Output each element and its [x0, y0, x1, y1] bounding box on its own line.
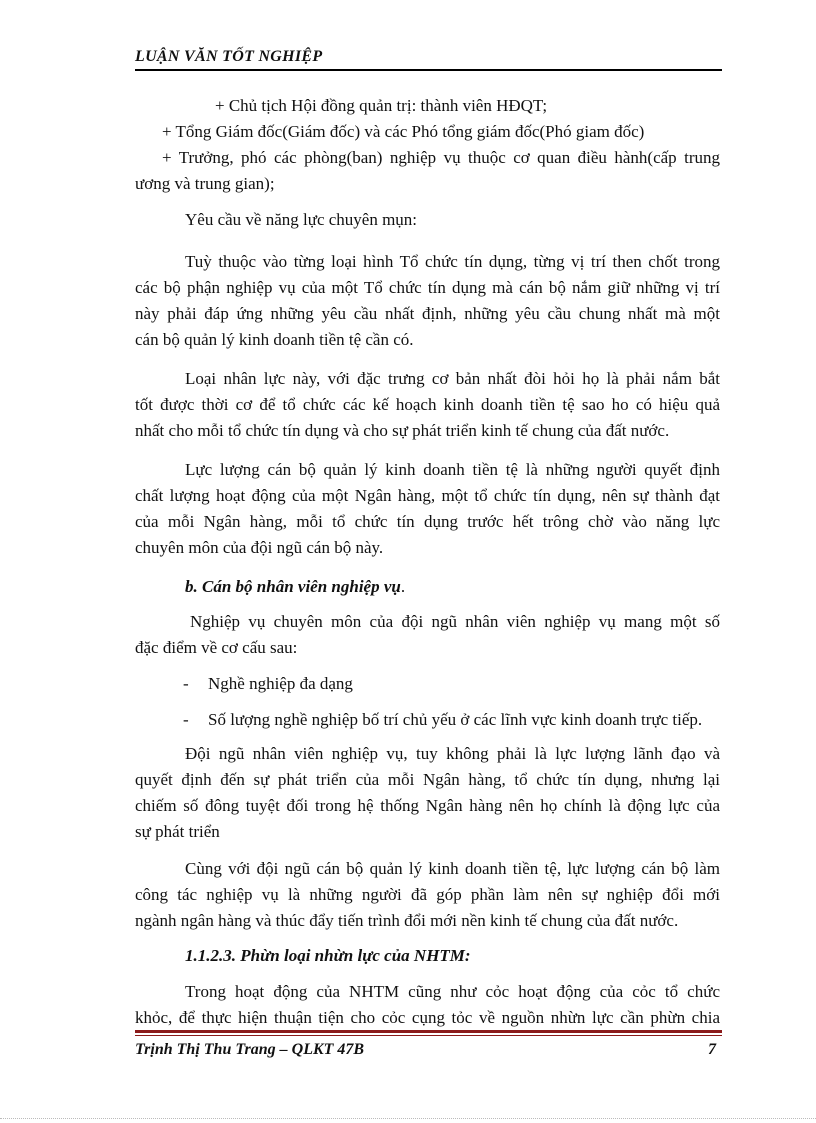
running-header: LUẬN VĂN TỐT NGHIỆP [135, 48, 323, 65]
paragraph-line: ngành ngân hàng và thúc đẩy tiến trình đổi mới nền kinh tế chung của đất nước. [135, 911, 679, 930]
paragraph-line: của mỗi Ngân hàng, mỗi tổ chức tín dụng trước hết trông chờ vào năng lực [135, 512, 720, 531]
list-item: + Tổng Giám đốc(Giám đốc) và các Phó tổng giám đốc(Phó giam đốc) [162, 122, 645, 141]
subheading: Yêu cầu về năng lực chuyên mụn: [185, 210, 418, 229]
header-rule [135, 69, 722, 71]
bullet-item: Nghề nghiệp đa dạng [208, 674, 353, 693]
paragraph-line: các bộ phận nghiệp vụ của một Tổ chức tín dụng mà cán bộ nắm giữ những vị trí [135, 278, 720, 297]
paragraph-line: sự phát triển [135, 822, 220, 841]
bullet-dash: - [183, 710, 189, 729]
paragraph-line: cán bộ quản lý kinh doanh tiền tệ cần có. [135, 330, 414, 349]
paragraph-line: này phải đáp ứng những yêu cầu nhất định, những yêu cầu chung nhất mà một [135, 304, 720, 323]
paragraph-line: Loại nhân lực này, với đặc trưng cơ bản nhất đòi hỏi họ là phải nắm bắt [185, 369, 720, 388]
paragraph-line: Tuỳ thuộc vào từng loại hình Tổ chức tín dụng, từng vị trí then chốt trong [185, 252, 720, 271]
footer-rule-thin [135, 1035, 722, 1036]
text-line: ương và trung gian); [135, 174, 275, 193]
footer-rule [135, 1030, 722, 1033]
paragraph-line: tốt được thời cơ để tổ chức các kế hoạch kinh doanh tiền tệ sao ho có hiệu quả [135, 395, 720, 414]
bullet-item: Số lượng nghề nghiệp bố trí chủ yếu ở các lĩnh vực kinh doanh trực tiếp. [208, 710, 703, 729]
paragraph-line: chất lượng hoạt động của một Ngân hàng, một tổ chức tín dụng, nên sự thành đạt [135, 486, 720, 505]
paragraph-line: chuyên môn của đội ngũ cán bộ này. [135, 538, 384, 557]
section-heading-period: . [400, 577, 406, 596]
section-heading: 1.1.2.3. Phừn loại nhừn lực của NHTM: [185, 946, 471, 965]
page-boundary [0, 1118, 816, 1119]
page-number: 7 [708, 1041, 716, 1058]
paragraph-line: chiếm số đông tuyệt đối trong hệ thống Ngân hàng nên họ chính là động lực của [135, 796, 720, 815]
list-item: + Trưởng, phó các phòng(ban) nghiệp vụ thuộc cơ quan điều hành(cấp trung [162, 148, 720, 167]
paragraph-line: Cùng với đội ngũ cán bộ quản lý kinh doanh tiền tệ, lực lượng cán bộ làm [185, 859, 720, 878]
paragraph-line: Trong hoạt động của NHTM cũng như cỏc hoạt động của cỏc tổ chức [185, 982, 720, 1001]
footer-author: Trịnh Thị Thu Trang – QLKT 47B [135, 1041, 365, 1058]
bullet-dash: - [183, 674, 189, 693]
paragraph-line: quyết định đến sự phát triển của mỗi Ngân hàng, tổ chức tín dụng, nhưng lại [135, 770, 720, 789]
section-heading-text: b. Cán bộ nhân viên nghiệp vụ [185, 577, 401, 596]
paragraph-line: công tác nghiệp vụ là những người đã góp phần làm nên sự nghiệp đổi mới [135, 885, 720, 904]
section-heading [185, 577, 405, 597]
list-item: + Chủ tịch Hội đồng quản trị: thành viên HĐQT; [215, 96, 548, 115]
paragraph-line: đặc điểm về cơ cấu sau: [135, 638, 298, 657]
paragraph-line: nhất cho mỗi tổ chức tín dụng và cho sự phát triển kinh tế chung của đất nước. [135, 421, 670, 440]
paragraph-line: khỏc, để thực hiện thuận tiện cho cỏc cụng tỏc về nguồn nhừn lực cần phừn chia [135, 1008, 720, 1027]
paragraph-line: Lực lượng cán bộ quản lý kinh doanh tiền tệ là những người quyết định [185, 460, 720, 479]
paragraph-line: Nghiệp vụ chuyên môn của đội ngũ nhân viên nghiệp vụ mang một số [190, 612, 720, 631]
paragraph-line: Đội ngũ nhân viên nghiệp vụ, tuy không phải là lực lượng lãnh đạo và [185, 744, 720, 763]
